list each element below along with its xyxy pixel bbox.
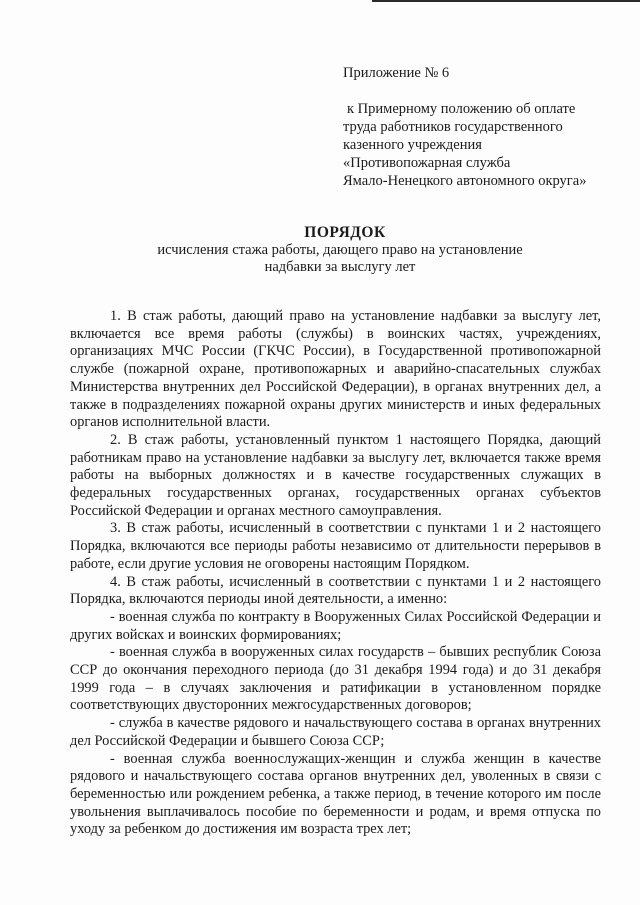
title-block — [70, 223, 610, 276]
annex-line: «Противопожарная служба — [343, 155, 511, 171]
annex-line: казенного учреждения — [343, 137, 482, 153]
annex-line: Ямало-Ненецкого автономного округа» — [343, 173, 587, 189]
annex-line: труда работников государственного — [343, 119, 563, 135]
annex-block — [343, 64, 586, 190]
annex-line: к Примерному положению об оплате — [347, 101, 576, 117]
document-title: ПОРЯДОК — [304, 224, 386, 241]
list-item: - военная служба в вооруженных силах государств – бывших республик Союза ССР до окончания переходного периода (до 31 декабря 1994 года) и до 31 декабря 1999 года – в случаях заключения и ратификации в установленном порядке соответствующих двусторонних межгосударственных договоров; — [70, 644, 601, 714]
list-item: - военная служба военнослужащих-женщин и служба женщин в качестве рядового и начальствующего состава органов внутренних дел, уволенных в связи с беременностью или рождением ребенка, а также период, в течение которого им после увольнения выплачивалось пособие по беременности и родам, и время отпуска по уходу за ребенком до достижения им возраста трех лет; — [70, 750, 601, 838]
document-subtitle-line: надбавки за выслугу лет — [264, 259, 416, 275]
document-subtitle-line: исчисления стажа работы, дающего право на установление — [157, 242, 523, 258]
document-body — [70, 308, 601, 839]
paragraph: 2. В стаж работы, установленный пунктом 1 настоящего Порядка, дающий работникам право на установление надбавки за выслугу лет, включается также время работы на выборных должностях и в качестве государственных служащих в федеральных государственных органах, государственных органах субъектов Российской Федерации и органах местного самоуправления. — [70, 431, 601, 519]
scan-edge-line — [372, 0, 640, 2]
list-item: - служба в качестве рядового и начальствующего состава в органах внутренних дел Российской Федерации и бывшего Союза ССР; — [70, 715, 601, 749]
list-item: - военная служба по контракту в Вооруженных Силах Российской Федерации и других войсках и воинских формированиях; — [70, 608, 601, 643]
paragraph: 4. В стаж работы, исчисленный в соответствии с пунктами 1 и 2 настоящего Порядка, включаются периоды иной деятельности, а именно: — [70, 573, 601, 608]
paragraph: 1. В стаж работы, дающий право на установление надбавки за выслугу лет, включается все время работы (службы) в воинских частях, учреждениях, организациях МЧС России (ГКЧС России), в Государственной противопожарной службе (пожарной охране, противопожарных и аварийно-спасательных службах Министерства внутренних дел Российской Федерации), в органах внутренних дел, а также в подразделениях пожарной охраны других министерств и иных федеральных органов исполнительной власти. — [70, 308, 601, 431]
paragraph: 3. В стаж работы, исчисленный в соответствии с пунктами 1 и 2 настоящего Порядка, включаются все периоды работы независимо от длительности перерывов в работе, если другие условия не оговорены настоящим Порядком. — [70, 520, 601, 572]
annex-label: Приложение № 6 — [343, 65, 450, 81]
